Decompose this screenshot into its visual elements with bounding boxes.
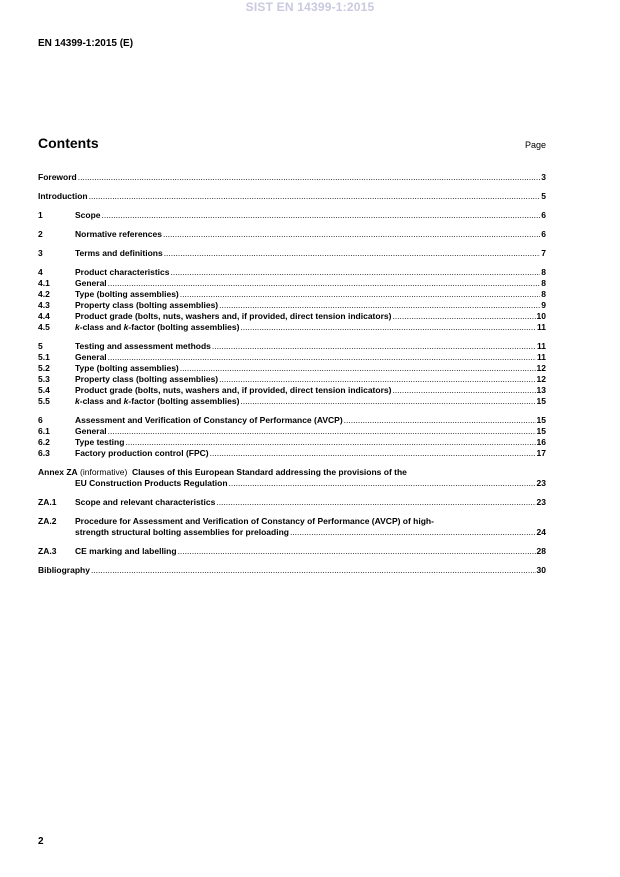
leader-dots	[170, 267, 540, 278]
toc-row-bibliography[interactable]	[38, 565, 546, 576]
toc-title: k-class and k-factor (bolting assemblies)	[75, 396, 240, 406]
za1-num: ZA.1	[38, 497, 57, 507]
toc-title: Introduction	[38, 191, 88, 201]
table-of-contents	[38, 172, 546, 576]
toc-row[interactable]	[38, 426, 546, 437]
toc-number: 4.4	[38, 311, 50, 321]
leader-dots	[229, 478, 536, 489]
toc-row[interactable]	[38, 229, 546, 240]
toc-row[interactable]	[38, 322, 546, 333]
za2-page: 24	[536, 527, 546, 537]
toc-number: 5.5	[38, 396, 50, 406]
toc-title: Terms and definitions	[75, 248, 163, 258]
toc-title: Scope	[75, 210, 101, 220]
toc-number: 6	[38, 415, 43, 425]
leader-dots	[108, 352, 536, 363]
toc-page: 6	[541, 229, 546, 239]
leader-dots	[216, 497, 535, 508]
leader-dots	[78, 172, 541, 183]
toc-page: 7	[541, 248, 546, 258]
toc-title: General	[75, 352, 107, 362]
toc-page: 16	[536, 437, 546, 447]
toc-title: Product characteristics	[75, 267, 170, 277]
toc-row[interactable]	[38, 278, 546, 289]
leader-dots	[180, 363, 536, 374]
toc-page: 11	[537, 352, 546, 362]
toc-page: 12	[536, 374, 546, 384]
toc-row[interactable]	[38, 374, 546, 385]
toc-page: 5	[541, 191, 546, 201]
za2-title-line1: Procedure for Assessment and Verification of Constancy of Performance (AVCP) of high-	[75, 516, 434, 526]
toc-title: Type (bolting assemblies)	[75, 289, 179, 299]
leader-dots	[163, 229, 540, 240]
toc-number: 5.4	[38, 385, 50, 395]
leader-dots	[219, 300, 540, 311]
toc-row[interactable]	[38, 191, 546, 202]
toc-row[interactable]	[38, 311, 546, 322]
toc-page: 6	[541, 210, 546, 220]
toc-title: General	[75, 426, 107, 436]
toc-number: 4.1	[38, 278, 50, 288]
leader-dots	[91, 565, 536, 576]
toc-page: 8	[541, 289, 546, 299]
leader-dots	[392, 385, 535, 396]
toc-row[interactable]	[38, 267, 546, 278]
toc-number: 4.5	[38, 322, 50, 332]
toc-page: 15	[536, 396, 546, 406]
toc-row[interactable]	[38, 300, 546, 311]
toc-number: 3	[38, 248, 43, 258]
toc-page: 9	[541, 300, 546, 310]
toc-row[interactable]	[38, 341, 546, 352]
toc-page: 8	[541, 267, 546, 277]
za1-page: 23	[536, 497, 546, 507]
toc-entries	[38, 172, 546, 459]
toc-row[interactable]	[38, 448, 546, 459]
leader-dots	[89, 191, 541, 202]
toc-title: Property class (bolting assemblies)	[75, 300, 219, 310]
leader-dots	[180, 289, 541, 300]
leader-dots	[102, 210, 541, 221]
toc-title: Factory production control (FPC)	[75, 448, 209, 458]
toc-row-za2[interactable]	[38, 516, 546, 527]
leader-dots	[164, 248, 541, 259]
toc-row[interactable]	[38, 437, 546, 448]
page-column-label: Page	[524, 140, 546, 150]
toc-title: Normative references	[75, 229, 162, 239]
toc-row[interactable]	[38, 415, 546, 426]
za3-page: 28	[536, 546, 546, 556]
toc-row[interactable]	[38, 172, 546, 183]
toc-number: 6.2	[38, 437, 50, 447]
toc-number: 4.2	[38, 289, 50, 299]
toc-number: 4.3	[38, 300, 50, 310]
toc-page: 11	[537, 322, 546, 332]
toc-page: 11	[537, 341, 546, 351]
leader-dots	[212, 341, 536, 352]
toc-title: Product grade (bolts, nuts, washers and, if provided, direct tension indicators)	[75, 385, 392, 395]
toc-row-za3[interactable]	[38, 546, 546, 557]
annex-title-line1: Clauses of this European Standard addressing the provisions of the	[132, 467, 407, 477]
toc-row-za1[interactable]	[38, 497, 546, 508]
watermark: SIST EN 14399-1:2015	[245, 0, 375, 14]
leader-dots	[392, 311, 535, 322]
annex-title-line2: EU Construction Products Regulation	[75, 478, 228, 488]
toc-title: Type testing	[75, 437, 125, 447]
toc-number: 6.3	[38, 448, 50, 458]
toc-title: Type (bolting assemblies)	[75, 363, 179, 373]
za3-title: CE marking and labelling	[75, 546, 177, 556]
toc-row[interactable]	[38, 289, 546, 300]
leader-dots	[240, 322, 536, 333]
toc-page: 17	[536, 448, 546, 458]
toc-row-za2-line2[interactable]	[38, 527, 546, 538]
toc-annex-za-line2[interactable]	[38, 478, 546, 489]
leader-dots	[219, 374, 535, 385]
toc-title: Foreword	[38, 172, 77, 182]
za1-title: Scope and relevant characteristics	[75, 497, 216, 507]
toc-number: 5.1	[38, 352, 50, 362]
toc-row[interactable]	[38, 396, 546, 407]
toc-title: Assessment and Verification of Constancy of Performance (AVCP)	[75, 415, 343, 425]
document-id: EN 14399-1:2015 (E)	[38, 38, 134, 49]
bibliography-title: Bibliography	[38, 565, 90, 575]
toc-number: 5	[38, 341, 43, 351]
leader-dots	[290, 527, 536, 538]
za3-num: ZA.3	[38, 546, 57, 556]
toc-page: 12	[536, 363, 546, 373]
toc-annex-za[interactable]	[38, 467, 546, 478]
toc-title: Product grade (bolts, nuts, washers and, if provided, direct tension indicators)	[75, 311, 392, 321]
toc-row[interactable]	[38, 352, 546, 363]
toc-number: 5.2	[38, 363, 50, 373]
leader-dots	[125, 437, 535, 448]
za2-num: ZA.2	[38, 516, 57, 526]
toc-page: 13	[536, 385, 546, 395]
page-number: 2	[38, 836, 44, 847]
toc-number: 2	[38, 229, 43, 239]
toc-row[interactable]	[38, 363, 546, 374]
page-title: Contents	[38, 135, 99, 151]
leader-dots	[108, 278, 541, 289]
toc-title: Testing and assessment methods	[75, 341, 211, 351]
za2-title-line2: strength structural bolting assemblies for preloading	[75, 527, 289, 537]
leader-dots	[240, 396, 535, 407]
toc-page: 10	[536, 311, 546, 321]
toc-number: 5.3	[38, 374, 50, 384]
leader-dots	[108, 426, 536, 437]
leader-dots	[178, 546, 536, 557]
toc-number: 1	[38, 210, 43, 220]
leader-dots	[210, 448, 536, 459]
annex-page: 23	[536, 478, 546, 488]
toc-number: 4	[38, 267, 43, 277]
annex-label: Annex ZA	[38, 467, 78, 477]
toc-row[interactable]	[38, 385, 546, 396]
toc-title: General	[75, 278, 107, 288]
toc-page: 8	[541, 278, 546, 288]
toc-page: 15	[536, 426, 546, 436]
toc-title: k-class and k-factor (bolting assemblies)	[75, 322, 240, 332]
toc-page: 3	[541, 172, 546, 182]
annex-qualifier: (informative)	[80, 467, 128, 477]
toc-number: 6.1	[38, 426, 50, 436]
bibliography-page: 30	[536, 565, 546, 575]
toc-page: 15	[536, 415, 546, 425]
toc-row[interactable]	[38, 210, 546, 221]
toc-row[interactable]	[38, 248, 546, 259]
leader-dots	[344, 415, 536, 426]
toc-title: Property class (bolting assemblies)	[75, 374, 219, 384]
